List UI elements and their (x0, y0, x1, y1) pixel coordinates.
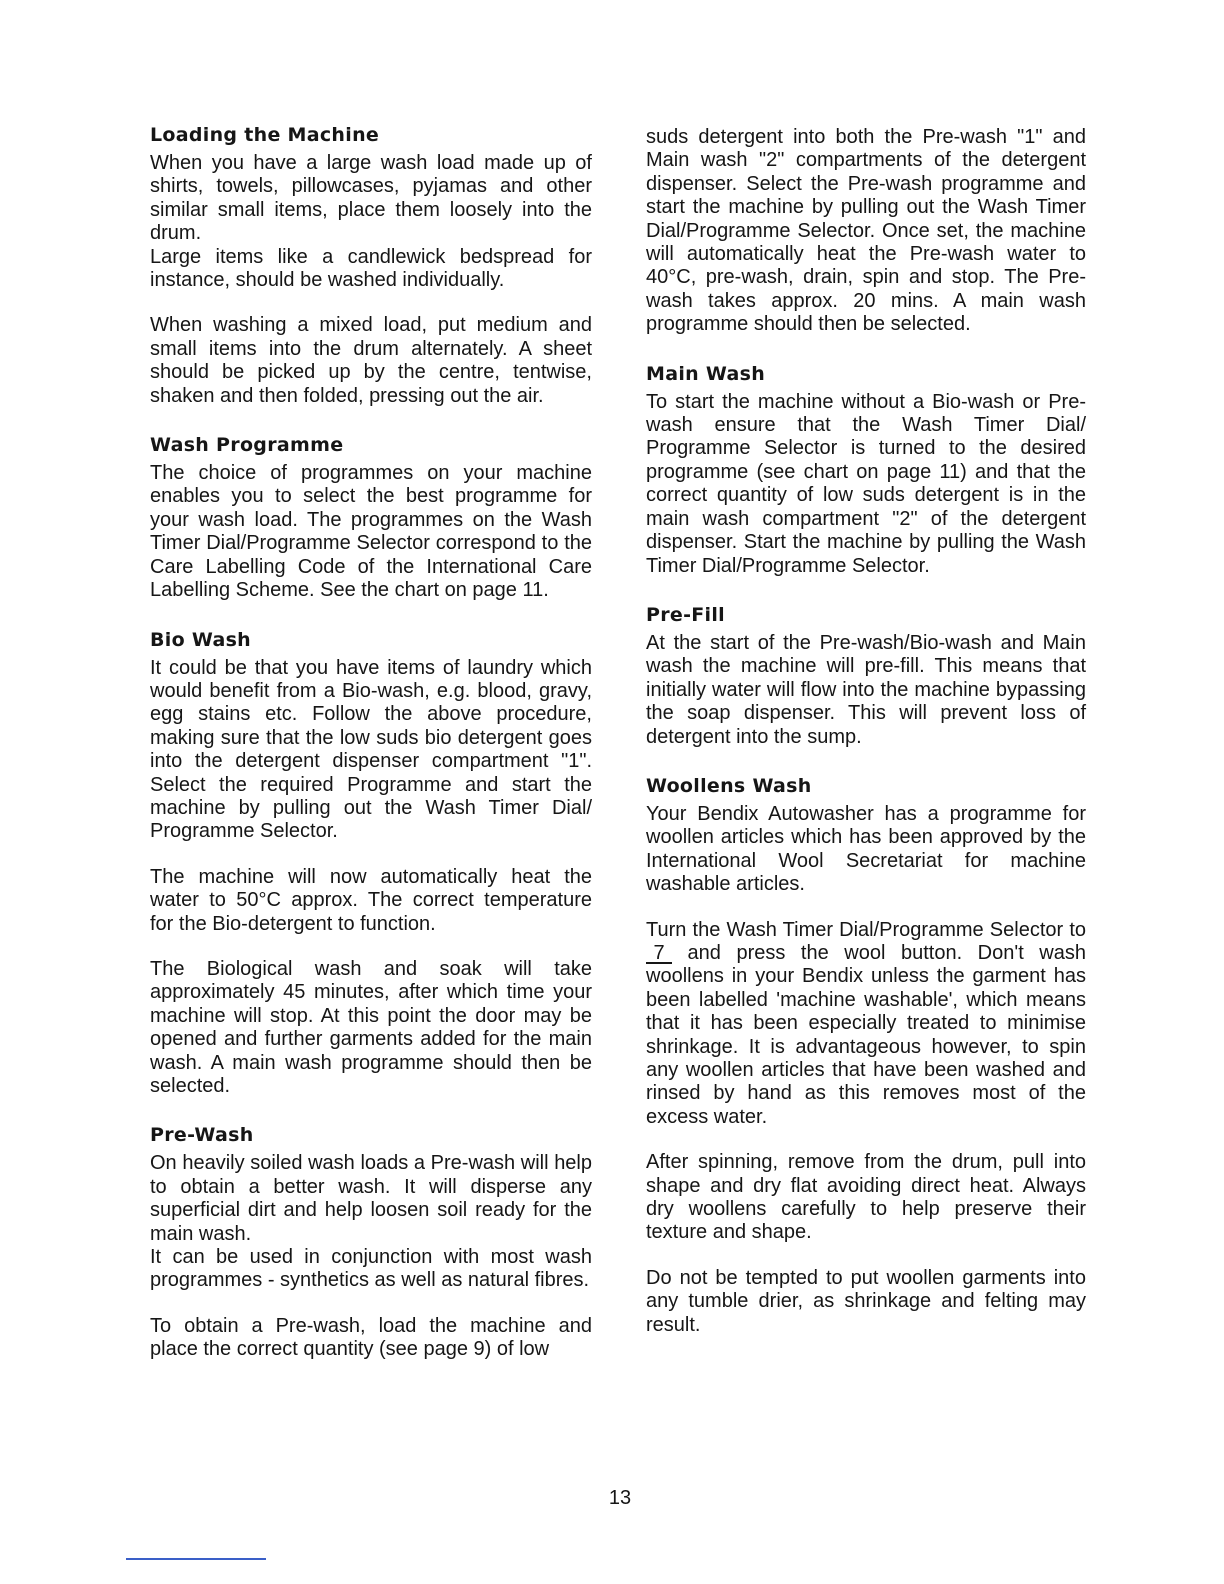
bio-wash-paragraph-3: The Biological wash and soak will take approximately 45 minutes, after which time your machine will stop. At this point the door may be opened and further garments added for the main wash. A main wash programme should then be selected. (150, 957, 592, 1097)
loading-paragraph-2: Large items like a candlewick bedspread for instance, should be washed individually. (150, 245, 592, 292)
pre-wash-continued-paragraph: suds detergent into both the Pre-wash "1" and Main wash "2" compartments of the detergent dispenser. Select the Pre-wash programme and start the machine by pulling out the Wash Timer Dial/Programme Selector. Once set, the machine will automatically heat the Pre-wash water to 40°C, pre-wash, drain, spin and stop. The Pre-wash takes approx. 20 mins. A main wash programme should then be selected. (646, 126, 1086, 336)
loading-heading: Loading the Machine (150, 124, 380, 146)
main-wash-heading: Main Wash (646, 362, 766, 385)
wash-programme-paragraph: The choice of programmes on your machine enables you to select the best programme for your wash load. The programmes on the Wash Timer Dial/Programme Selector correspond to the Care Labelling Code of the International Care Labelling Scheme. See the chart on page 11. (150, 462, 592, 602)
woollens-wash-heading: Woollens Wash (646, 774, 812, 797)
pre-wash-heading: Pre-Wash (150, 1124, 254, 1147)
page-number: 13 (608, 1487, 632, 1509)
woollens-paragraph-2-end: and press the wool button. Don't wash woollens in your Bendix unless the garment has been labelled 'machine washable', which means that it has been especially treated to minimise shrinkage. It is advantageous however, to spin any woollen articles that have been washed and rinsed by hand as this removes most of the excess water. (646, 941, 1086, 1128)
woollens-paragraph-2 (646, 919, 1086, 1130)
pre-wash-paragraph-3: To obtain a Pre-wash, load the machine and place the correct quantity (see page 9) of low (150, 1314, 592, 1361)
pre-wash-paragraph-1: On heavily soiled wash loads a Pre-wash will help to obtain a better wash. It will disperse any superficial dirt and help loosen soil ready for the main wash. (150, 1152, 592, 1245)
loading-paragraph-3: When washing a mixed load, put medium and small items into the drum alternately. A sheet should be picked up by the centre, tentwise, shaken and then folded, pressing out the air. (150, 314, 592, 407)
woollens-paragraph-4: Do not be tempted to put woollen garments into any tumble drier, as shrinkage and felting may result. (646, 1266, 1086, 1336)
footer-rule (126, 1558, 266, 1560)
left-column (150, 122, 592, 1362)
wash-programme-heading: Wash Programme (150, 434, 344, 457)
bio-wash-paragraph-1: It could be that you have items of laundry which would benefit from a Bio-wash, e.g. blood, gravy, egg stains etc. Follow the above procedure, making sure that the low suds bio detergent goes into the detergent dispenser compartment "1". Select the required Programme and start the machine by pulling out the Wash Timer Dial/ Programme Selector. (150, 656, 592, 843)
pre-fill-paragraph: At the start of the Pre-wash/Bio-wash and Main wash the machine will pre-fill. This means that initially water will flow into the machine bypassing the soap dispenser. This will prevent loss of detergent into the sump. (646, 631, 1086, 748)
pre-wash-paragraph-2: It can be used in conjunction with most wash programmes - synthetics as well as natural fibres. (150, 1246, 592, 1292)
wool-programme-symbol: 7 (646, 944, 672, 964)
right-column (646, 126, 1086, 1337)
woollens-paragraph-2-start: Turn the Wash Timer Dial/Programme Selector to (646, 918, 1086, 941)
bio-wash-paragraph-2: The machine will now automatically heat the water to 50°C approx. The correct temperature for the Bio-detergent to function. (150, 865, 592, 935)
loading-paragraph-1: When you have a large wash load made up of shirts, towels, pillowcases, pyjamas and other similar small items, place them loosely into the drum. (150, 152, 592, 245)
woollens-paragraph-3: After spinning, remove from the drum, pull into shape and dry flat avoiding direct heat. Always dry woollens carefully to help preserve their texture and shape. (646, 1151, 1086, 1244)
main-wash-paragraph: To start the machine without a Bio-wash or Pre-wash ensure that the Wash Timer Dial/ Programme Selector is turned to the desired programme (see chart on page 11) and that the correct quantity of low suds detergent is in the main wash compartment "2" of the detergent dispenser. Start the machine by pulling the Wash Timer Dial/Programme Selector. (646, 390, 1086, 577)
pre-fill-heading: Pre-Fill (646, 603, 725, 626)
bio-wash-heading: Bio Wash (150, 628, 251, 651)
woollens-paragraph-1: Your Bendix Autowasher has a programme for woollen articles which has been approved by the International Wool Secretariat for machine washable articles. (646, 802, 1086, 896)
